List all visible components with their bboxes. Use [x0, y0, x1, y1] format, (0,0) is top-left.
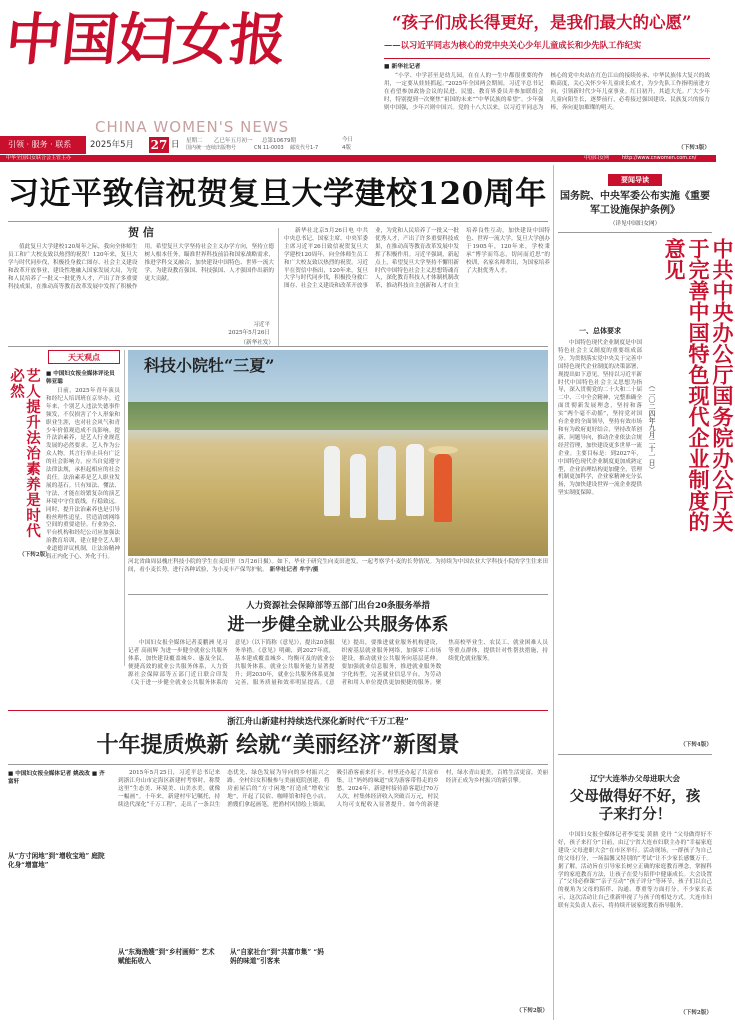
date-year: 2025年5月: [90, 140, 135, 150]
logo-char: 国: [58, 7, 122, 73]
commentary-author: ■ 中国妇女报全媒体评论员 韩亚聪: [46, 371, 115, 385]
site-label: 中国妇女网: [584, 155, 610, 161]
sidebar-page-ref: （详见中国妇女网）: [609, 221, 661, 227]
date-day-suffix: 日: [171, 140, 180, 150]
feature-title[interactable]: “孩子们成长得更好，是我们最大的心愿”: [392, 13, 692, 32]
trees: [128, 402, 548, 430]
lunar-date: 乙巳年五月初一: [214, 138, 253, 144]
commentary-text-cont: [8, 552, 120, 660]
opinion-title: [662, 238, 735, 548]
postal-code: 邮发代号1-7: [290, 145, 319, 151]
logo-char: 妇: [114, 7, 178, 73]
zhejiang-kicker: 浙江舟山新建村持续迭代深化新时代“千万工程”: [227, 717, 409, 727]
zhejiang-turn: （下转2版）: [516, 1008, 548, 1014]
divider: [558, 754, 712, 755]
feature-byline: ■ 新华社记者: [384, 64, 421, 70]
photo-block: [128, 350, 548, 588]
opinion-date: [646, 382, 660, 538]
liaoning-text: 中国妇女报全媒体记者李雯雯 黄鼎 党丹 “父母做得好不好，孩子来打分”日前，由辽宁省大连市妇联主办的“幸福家庭建设·父母进职大会”在市区举行。活动现场，一群孩子为自己的父母打分，一场温馨又特别的“考试”让不少家长感慨万千。据了解，活动旨在引导家长树立正确的家庭教育理念，掌握科学的家庭教育方法，让孩子在爱与陪伴中健康成长。大会设置了“父母必修课”“亲子互动”“孩子评分”等环节，孩子们以自己的视角为父母的陪伴、沟通、尊重等方面打分。不少家长表示，这次活动让自己重新审视了与孩子的相处方式。大连市妇联有关负责人表示，将持续开展家庭教育指导服务。: [558, 832, 712, 910]
english-name: CHINA WOMEN'S NEWS: [95, 118, 290, 136]
today-label: 今日: [342, 137, 354, 143]
logo-char: 报: [226, 7, 290, 73]
zhejiang-article: [8, 716, 548, 1020]
divider: [8, 346, 548, 347]
person-figure: [434, 454, 452, 522]
photo-caption: [128, 559, 548, 585]
zhejiang-text: 2015年5月25日，习近平总书记来到浙江舟山市定海区新建村考察时，称赞这里“生态美、环境美、山美水美，就像一幅画”。十年来，新建村牢记嘱托，持续迭代深化“千万工程”，走出了一条以生态优先、绿色发展为导向的乡村振兴之路。全村妇女积极参与美丽庭院创建，将房前屋后的“方寸闲地”打造成“增收宝地”，开起了民宿、咖啡馆和特色小店。渔嫂们拿起画笔，把渔村风情绘上墙面，吸引游客前来打卡。村里还办起了共富市集，让“妈妈的味道”成为游客带得走的乡愁。2024年，新建村接待游客超过70万人次，村集体经济收入突破百万元，村民人均可支配收入显著提升。如今的新建村，绿水青山更美，百姓生活更富，美丽经济正成为乡村振兴的新引擎。: [118, 770, 548, 808]
hrss-kicker: 人力资源社会保障部等五部门出台20条服务举措: [246, 601, 430, 611]
zhejiang-sub-1: 从“方寸闲地”到“增收宝地” 庭院化身“增富地”: [8, 852, 105, 869]
divider: [8, 764, 548, 765]
cn-number: CN 11-0003: [254, 145, 284, 151]
news-photo[interactable]: [128, 350, 548, 556]
date-day: 27: [150, 138, 168, 152]
sponsor: 中华全国妇女联合会主管主办: [6, 155, 72, 161]
divider: [558, 232, 712, 233]
photo-title: 科技小院牡“三夏”: [144, 356, 275, 375]
logo-char: 中: [2, 7, 66, 73]
hrss-headline[interactable]: 进一步健全就业公共服务体系: [227, 615, 449, 635]
date-band: [0, 136, 372, 154]
site-url[interactable]: http://www.cnwomen.com.cn/: [622, 155, 697, 161]
commentary-tag-label: 天天观点: [68, 352, 100, 362]
opinion-text: 中国特色现代企业制度是中国特色社会主义制度的重要组成部分。为贯彻落实党中央关于完善中国特色现代企业制度的决策部署，现提出如下意见。坚持以习近平新时代中国特色社会主义思想为指导，深入贯彻党的二十大和二十届二中、三中全会精神，完整准确全面贯彻新发展理念，坚持和落实“两个毫不动摇”，坚持党对国有企业的全面领导，坚持有效市场和有为政府更好结合，坚持改革创新、问题导向，推动企业依法合规经营管理，加快建设更多世界一流企业。主要目标是：到2027年，中国特色现代企业制度更加成熟定型，企业治理结构更加健全，管理机制更加科学，企业家精神充分弘扬，为加快建设世界一流企业提供坚实制度保障。: [558, 340, 642, 497]
commentary-title: [8, 368, 40, 548]
letter-title: 贺 信: [128, 226, 154, 239]
opinion-section: 一、总体要求: [579, 326, 621, 335]
hrss-text: 中国妇女报全媒体记者姜鹏洲 见习记者 高雨辉 为进一步健全就业公共服务体系，加快建设覆盖城乡、惠及全民、便捷高效的就业公共服务体系，人力资源社会保障部等五部门近日联合印发《关于进一步健全就业公共服务体系的意见》（以下简称《意见》），提出20条服务举措。《意见》明确，到2027年底，基本建成覆盖城乡、均衡可及的就业公共服务体系，就业公共服务能力显著提升；到2030年，就业公共服务体系更加完善，服务质量和效率明显提高。《意见》提出，要推进就业服务机构建设，织密基层就业服务网络，加强零工市场建设，推动就业公共服务向基层延伸。要加强就业信息服务，推进就业服务数字化转型，完善就业信息平台，为劳动者和用人单位提供更加便捷的服务。聚焦高校毕业生、农民工、就业困难人员等重点群体，提供针对性帮扶措施，持续优化就业服务。: [128, 640, 548, 686]
photo-credit: 新华社记者 牟宇/摄: [269, 566, 319, 573]
opinion-text-cont: [558, 552, 712, 740]
commentary-turn: （下转2版）: [19, 552, 51, 558]
person-figure: [324, 446, 340, 516]
turn-note: （下转3版）: [678, 145, 710, 151]
feature-subtitle: ——以习近平同志为核心的党中央关心少年儿童成长和少先队工作纪实: [384, 40, 642, 50]
zhejiang-lead: [8, 790, 110, 848]
commentary: [8, 350, 120, 668]
feature-text: “小学、中学甚至是幼儿园，在在人的一生中都很重要的作用，一定要从娃娃抓起。”2025年全国两会期间，习近平总书记在看望参加政协会议的民进、民盟、教育界委员并参加联组会时，特别提到一次聚焦“祖国的未来”“中华民族的希望”。少年强则中国强，少年兴则中国兴。党的十八大以来，以习近平同志为核心的党中央站在红色江山的接续传承、中华民族伟大复兴的战略高度，关心关怀少年儿童成长成才，为少先队工作指明前进方向，引领新时代少年儿童事业。红日初升，其道大光。广大少年儿童向阳生长，逐梦前行，必将接过强国建设、民族复兴的接力棒，奔向更加璀璨的明天。: [384, 73, 710, 111]
newspaper-logo: [2, 7, 368, 82]
sponsor-strip: [0, 155, 716, 162]
opinion-turn: （下转4版）: [680, 742, 712, 748]
letter-text: 值此复旦大学建校120周年之际，我向全体师生员工和广大校友致以热烈的祝贺！120年来，复旦大学与时代同步伐，积极投身救亡图存、社会主义建设和改革开放事业，建设性地融入国家发展大局，为党和人民培养了一批又一批优秀人才，产出了许多重要科技成果，在推动高等教育改革发展中发挥了积极作用。希望复旦大学坚持社会主义办学方向，坚持立德树人根本任务，瞄准世界科技前沿和国家战略需求，推进学科交叉融合，加快建设中国特色、世界一流大学，为建设教育强国、科技强国、人才强国作出新的更大贡献。: [8, 244, 274, 290]
divider: [278, 228, 279, 346]
letter-signature: 习近平: [253, 322, 270, 328]
pub-number-label: 国内统一连续出版物号: [186, 145, 237, 151]
photo-caption-text: 河北省曲周县槐庄科技小院的学生在麦田里（5月26日摄）。如下，毕业于研究生向麦田进发，一起考察学小麦的长势情况。为持续为中国农业大学科技小院的学生往来田间，看小麦长势，进行各种试验，为小麦丰产保驾护航。: [128, 559, 548, 573]
masthead: [0, 0, 372, 148]
lead-news: 新华社北京5月26日电 中共中央总书记、国家主席、中央军委主席习近平26日致信祝贺复旦大学建校120周年，向全体师生员工和广大校友致以热烈的祝贺。习近平在贺信中指出，120年来，复旦大学与时代同步伐，积极投身救亡图存、社会主义建设和改革开放事业，为党和人民培养了一批又一批优秀人才，产出了许多重要科技成果，在推动高等教育改革发展中发挥了积极作用。习近平强调，新起点上，希望复旦大学坚持不懈用新时代中国特色社会主义思想铸魂育人，深化教育科技人才体制机制改革，推动科技自主创新和人才自主培养良性互动，加快建设中国特色、世界一流大学。复旦大学创办于1905年，120年来，学校秉承“博学而笃志，切问而近思”的校训，名家名师辈出，为国家培养了大批优秀人才。: [284, 228, 550, 290]
person-figure: [406, 444, 424, 516]
divider: [8, 710, 548, 711]
lead-headline[interactable]: 习近平致信祝贺复旦大学建校120周年: [8, 176, 547, 212]
opinion-intro: [558, 238, 642, 322]
commentary-text: 日前，2025年青年演员和经纪人培训班在京举办。近年来，个别艺人违法失德事件频发，不仅损害了个人形象和职业生涯，也对社会风气和青少年价值观造成不良影响。提升法治素养，是艺人行业规范发展的必然要求。艺人作为公众人物，其言行举止具有广泛的社会影响力，应当自觉遵守法律法规，承担起相应的社会责任。法治素养是艺人职业发展的基石。只有知法、懂法、守法，才能在纷繁复杂的演艺环境中守住底线，行稳致远。同时，提升法治素养也是引导粉丝理性追星、营造清朗网络空间的重要途径。行业协会、平台机构和经纪公司应加强法治教育培训，建立健全艺人职业道德评议机制，让法治精神真正内化于心、外化于行。: [46, 388, 120, 561]
commentary-title-text[interactable]: 艺人提升法治素养是时代必然: [8, 368, 41, 539]
letter-date: 2025年5月26日: [228, 330, 270, 336]
liaoning-headline[interactable]: 父母做得好不好，孩子来打分！: [569, 788, 701, 823]
opinion-title-text[interactable]: 中共中央办公厅国务院办公厅关于完善中国特色现代企业制度的意见: [662, 238, 735, 532]
divider: [128, 594, 548, 595]
zhejiang-sub-3: 从“自家社台”到“共富市集” “妈妈的味道”引客来: [230, 948, 324, 965]
person-figure: [378, 446, 396, 520]
divider: [553, 165, 554, 1020]
hrss-article: [128, 600, 548, 704]
person-figure: [350, 454, 366, 518]
commentary-tag: [48, 350, 120, 364]
opinion-date-text: （二〇二四年九月二十一日）: [648, 382, 656, 473]
divider: [8, 221, 548, 222]
sidebar: [558, 168, 735, 1020]
liaoning-kicker-visible: 辽宁大连举办父母进职大会: [590, 774, 680, 783]
sidebar-label: 要闻导读: [608, 174, 662, 186]
letter-block: [8, 226, 274, 338]
zhejiang-byline: ■ 中国妇女报全媒体记者 姚改改 ■ 齐富轩: [8, 771, 105, 785]
sidebar-headline[interactable]: 国务院、中央军委公布实施《重要军工设施保护条例》: [560, 191, 710, 216]
top-feature: [384, 10, 710, 154]
liaoning-turn: （下转2版）: [680, 1010, 712, 1016]
divider: [124, 350, 125, 666]
divider: [384, 58, 710, 59]
weekday: 星期二: [186, 138, 203, 144]
issue-number: 总第10679期: [262, 138, 296, 144]
letter-source: （新华社发）: [240, 340, 274, 346]
slogan: 引领 · 服务 · 联系: [0, 136, 86, 154]
logo-char: 女: [170, 7, 234, 73]
zhejiang-headline[interactable]: 十年提质焕新 绘就“美丽经济”新图景: [96, 732, 460, 758]
straw-hat: [428, 446, 458, 454]
page-count: 4版: [342, 145, 351, 151]
zhejiang-sub-2: 从“东海渔嫂”到“乡村画师” 艺术赋能拓收入: [118, 948, 215, 965]
